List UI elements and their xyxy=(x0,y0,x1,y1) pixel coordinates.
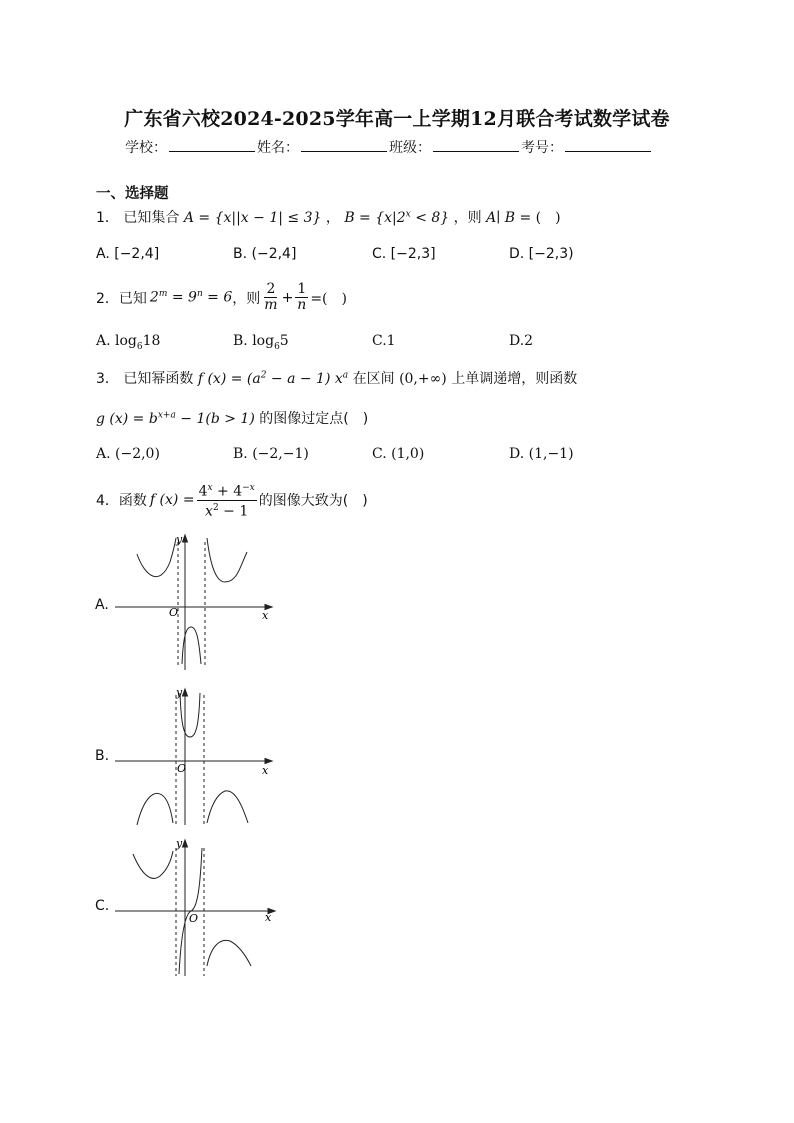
set-b-tail: < 8} xyxy=(410,210,450,226)
set-b-exponent: x xyxy=(405,209,411,220)
math-set-b xyxy=(344,210,449,226)
q1-option-a[interactable]: A. [−2,4] xyxy=(96,246,160,262)
question-text: 函数 xyxy=(118,493,147,510)
student-info-row xyxy=(125,137,653,157)
curve-left xyxy=(133,851,173,878)
math-condition xyxy=(150,289,232,306)
numerator-exponent: x xyxy=(207,483,213,493)
set-b-head: B = {x|2 xyxy=(344,210,406,226)
math-expression: A∣ B xyxy=(486,210,516,226)
numerator-base: 4 xyxy=(198,483,208,500)
fraction-denominator: m xyxy=(264,297,278,313)
question-4 xyxy=(96,481,368,519)
denominator-tail: − 1 xyxy=(218,503,249,520)
option-text: 18 xyxy=(142,333,161,349)
class-label: 班级： xyxy=(389,140,431,156)
question-3 xyxy=(96,368,577,388)
section-title: 一、选择题 xyxy=(96,186,169,202)
option-text: A. log xyxy=(96,333,137,349)
answer-paren: =( ) xyxy=(310,290,347,307)
y-axis-arrow-icon xyxy=(183,535,188,542)
q3-option-b[interactable]: B. (−2,−1) xyxy=(233,446,309,462)
class-blank[interactable] xyxy=(433,137,519,152)
punctuation: ， xyxy=(325,210,340,226)
q3-option-a[interactable]: A. (−2,0) xyxy=(96,446,160,462)
question-1 xyxy=(96,207,561,227)
cond-exponent: m xyxy=(158,289,168,300)
curve-left xyxy=(137,793,173,825)
log-base: 6 xyxy=(274,341,280,352)
y-axis-arrow-icon xyxy=(183,689,188,696)
x-axis-arrow-icon xyxy=(265,759,272,764)
func-mid: − a − 1) x xyxy=(266,371,343,387)
q1-option-b[interactable]: B. (−2,4] xyxy=(233,246,297,262)
curve-right xyxy=(207,538,247,582)
cond-value: = 6 xyxy=(202,289,233,306)
fraction-numerator: 2 xyxy=(266,281,276,297)
x-axis-label: x xyxy=(265,911,272,924)
question-text: 已知集合 xyxy=(123,210,180,226)
curve-right xyxy=(207,791,248,823)
question-2 xyxy=(96,282,347,313)
question-number: 2． xyxy=(96,290,119,307)
question-3-line-2 xyxy=(96,408,368,428)
denominator-exponent: 2 xyxy=(212,502,219,513)
question-text: ，则 xyxy=(453,210,482,226)
fraction-numerator xyxy=(197,481,257,501)
fraction-denominator xyxy=(203,501,250,520)
math-function: f (x) = xyxy=(149,492,195,509)
question-text: 的图像大致为( ) xyxy=(258,493,368,510)
curve-middle xyxy=(180,693,200,737)
question-text: 在区间 xyxy=(352,371,395,387)
school-label: 学校： xyxy=(125,140,167,156)
math-function xyxy=(198,371,348,387)
q2-option-b[interactable] xyxy=(233,333,289,352)
q2-option-c[interactable]: C.1 xyxy=(372,333,396,349)
graph-a[interactable] xyxy=(115,532,280,672)
question-number: 4． xyxy=(96,493,119,510)
page-title: 广东省六校2024-2025学年高一上学期12月联合考试数学试卷 xyxy=(124,108,670,130)
denominator-base: x xyxy=(205,503,213,520)
question-text: 上单调递增，则函数 xyxy=(451,371,578,387)
func-exponent: 2 xyxy=(260,370,267,381)
numerator-base: + 4 xyxy=(212,483,243,500)
cond-exponent: n xyxy=(196,289,203,300)
q3-option-d[interactable]: D. (1,−1) xyxy=(509,446,574,462)
graph-b-label[interactable]: B. xyxy=(95,748,110,764)
g-exponent: x+a xyxy=(157,410,176,421)
question-text: 的图像过定点( ) xyxy=(259,411,369,427)
question-text: 已知 xyxy=(118,290,147,307)
func-head: f (x) = (a xyxy=(197,371,261,387)
graph-b[interactable] xyxy=(115,685,280,827)
question-text: 已知幂函数 xyxy=(123,371,194,387)
graph-c[interactable] xyxy=(115,836,280,978)
math-interval: (0,+∞) xyxy=(399,371,447,387)
math-function-g xyxy=(96,411,255,427)
option-text: 5 xyxy=(279,333,289,349)
y-axis-label: y xyxy=(176,837,183,850)
graph-c-label[interactable]: C. xyxy=(95,898,110,914)
cond-base: = 9 xyxy=(167,289,197,306)
g-tail: − 1(b > 1) xyxy=(175,411,255,427)
question-number: 1． xyxy=(96,210,119,226)
log-base: 6 xyxy=(136,341,143,352)
y-axis-label: y xyxy=(176,533,183,546)
q2-option-d[interactable]: D.2 xyxy=(509,333,534,349)
numerator-exponent: −x xyxy=(242,483,255,493)
y-axis-label: y xyxy=(176,686,183,699)
q1-option-c[interactable]: C. [−2,3] xyxy=(372,246,436,262)
q3-option-c[interactable]: C. (1,0) xyxy=(372,446,425,462)
q1-option-d[interactable]: D. [−2,3) xyxy=(509,246,574,262)
exam-number-label: 考号： xyxy=(521,140,563,156)
math-set-a: A = {x||x − 1| ≤ 3} xyxy=(183,210,322,226)
question-number: 3． xyxy=(96,371,119,387)
graph-a-label[interactable]: A. xyxy=(95,597,109,613)
x-axis-label: x xyxy=(262,609,269,622)
func-exponent: a xyxy=(342,370,349,381)
origin-label: O xyxy=(169,606,179,619)
g-head: g (x) = b xyxy=(96,411,158,427)
fraction-1-over-n xyxy=(295,282,308,313)
origin-label: O xyxy=(189,912,199,925)
curve-right xyxy=(207,940,251,966)
fraction-numerator: 1 xyxy=(297,281,307,297)
q2-option-a[interactable] xyxy=(96,333,160,352)
name-label: 姓名： xyxy=(257,140,299,156)
exam-number-blank[interactable] xyxy=(565,137,651,152)
name-blank[interactable] xyxy=(301,137,387,152)
y-axis-arrow-icon xyxy=(183,840,188,847)
fraction-2-over-m xyxy=(262,282,279,313)
fraction-function xyxy=(197,481,257,519)
plus-sign: + xyxy=(281,289,294,306)
option-text: B. log xyxy=(233,333,275,349)
curve-left xyxy=(137,538,176,577)
x-axis-label: x xyxy=(262,764,269,777)
question-text: ，则 xyxy=(232,290,261,307)
fraction-denominator: n xyxy=(297,297,307,313)
cond-base: 2 xyxy=(149,289,159,306)
origin-label: O xyxy=(177,762,187,775)
answer-paren: = ( ) xyxy=(519,210,561,226)
school-blank[interactable] xyxy=(169,137,255,152)
